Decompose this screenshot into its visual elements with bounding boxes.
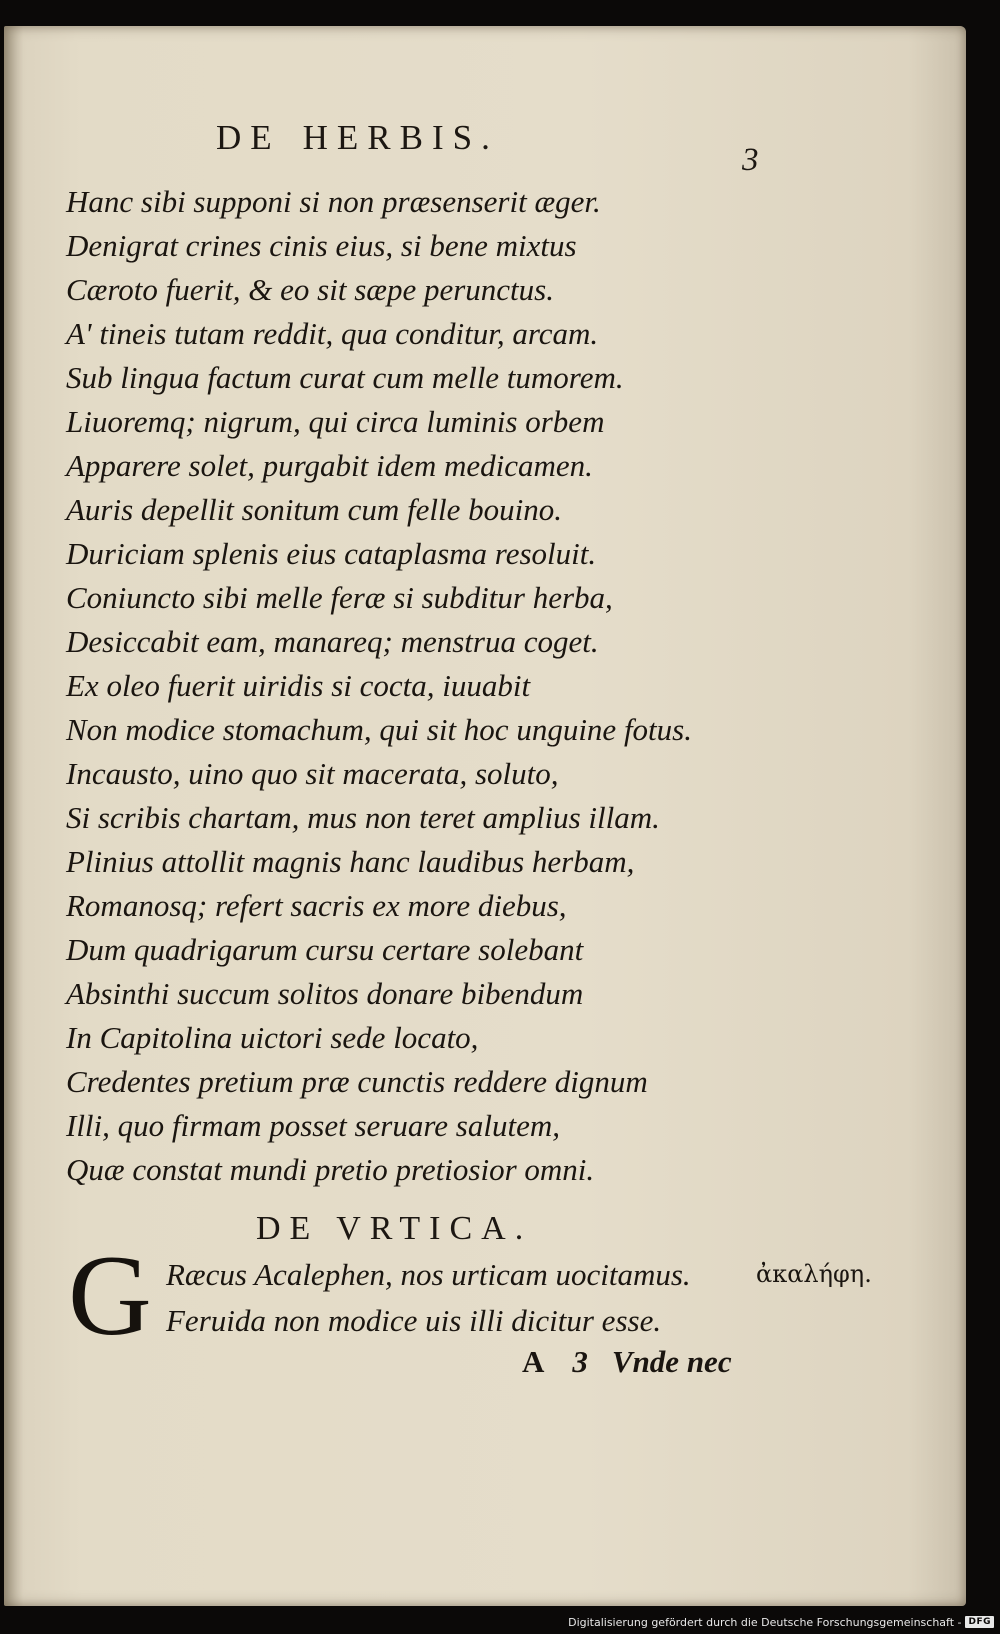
page-number: 3: [742, 142, 759, 178]
verse-line: Liuoremq; nigrum, qui circa luminis orbem: [66, 404, 605, 439]
drop-initial: G: [68, 1232, 152, 1360]
verse-line: Quæ constat mundi pretio pretiosior omni.: [66, 1152, 595, 1187]
verse-line: Plinius attollit magnis hanc laudibus herbam,: [66, 844, 635, 879]
signature-number: 3: [572, 1344, 588, 1379]
credit-text: Digitalisierung gefördert durch die Deutsche Forschungsgemeinschaft -: [568, 1615, 962, 1629]
verse-line: Ex oleo fuerit uiridis si cocta, iuuabit: [66, 668, 531, 703]
verse-line: Sub lingua factum curat cum melle tumorem.: [66, 360, 624, 395]
verse-line: In Capitolina uictori sede locato,: [66, 1020, 479, 1055]
verse-line: Apparere solet, purgabit idem medicamen.: [66, 448, 593, 483]
running-head-word-1: DE: [216, 118, 281, 157]
verse-line: Desiccabit eam, manareq; menstrua coget.: [66, 624, 599, 659]
verse-line: Absinthi succum solitos donare bibendum: [66, 976, 584, 1011]
verse-line: Denigrat crines cinis eius, si bene mixtus: [66, 228, 577, 263]
verse-line: Romanosq; refert sacris ex more diebus,: [66, 888, 567, 923]
verse-line: Coniuncto sibi melle feræ si subditur herba,: [66, 580, 613, 615]
verse-line: Credentes pretium præ cunctis reddere dignum: [66, 1064, 648, 1099]
verse-line: Auris depellit sonitum cum felle bouino.: [66, 492, 562, 527]
verse-line: Hanc sibi supponi si non præsenserit æger.: [66, 184, 601, 219]
verse-line: Dum quadrigarum cursu certare solebant: [66, 932, 584, 967]
section-line: Ræcus Acalephen, nos urticam uocitamus.: [166, 1257, 691, 1292]
catchword: Vnde nec: [611, 1344, 732, 1379]
verse-line: Cæroto fuerit, & eo sit sæpe perunctus.: [66, 272, 554, 307]
verse-line: A' tineis tutam reddit, qua conditur, arcam.: [66, 316, 599, 351]
verse-line: Duriciam splenis eius cataplasma resoluit.: [66, 536, 597, 571]
section-heading: DE VRTICA.: [256, 1210, 533, 1247]
book-page: [4, 26, 966, 1606]
verse-line: Si scribis chartam, mus non teret amplius illam.: [66, 800, 660, 835]
verse-line: Incausto, uino quo sit macerata, soluto,: [66, 756, 559, 791]
catchline: [522, 1344, 732, 1380]
dfg-logo: DFG: [965, 1616, 994, 1628]
verse-list: [66, 180, 692, 1192]
section-body: [166, 1252, 691, 1344]
digitization-credit: [568, 1612, 994, 1632]
greek-marginal-note: ἀκαλήφη.: [756, 1260, 872, 1288]
verse-line: Illi, quo firmam posset seruare salutem,: [66, 1108, 560, 1143]
verse-line: Non modice stomachum, qui sit hoc unguine fotus.: [66, 712, 692, 747]
section-line: Feruida non modice uis illi dicitur esse.: [166, 1303, 662, 1338]
signature-mark: A: [522, 1344, 545, 1379]
running-head: [216, 118, 499, 158]
running-head-word-2: HERBIS.: [302, 118, 499, 157]
